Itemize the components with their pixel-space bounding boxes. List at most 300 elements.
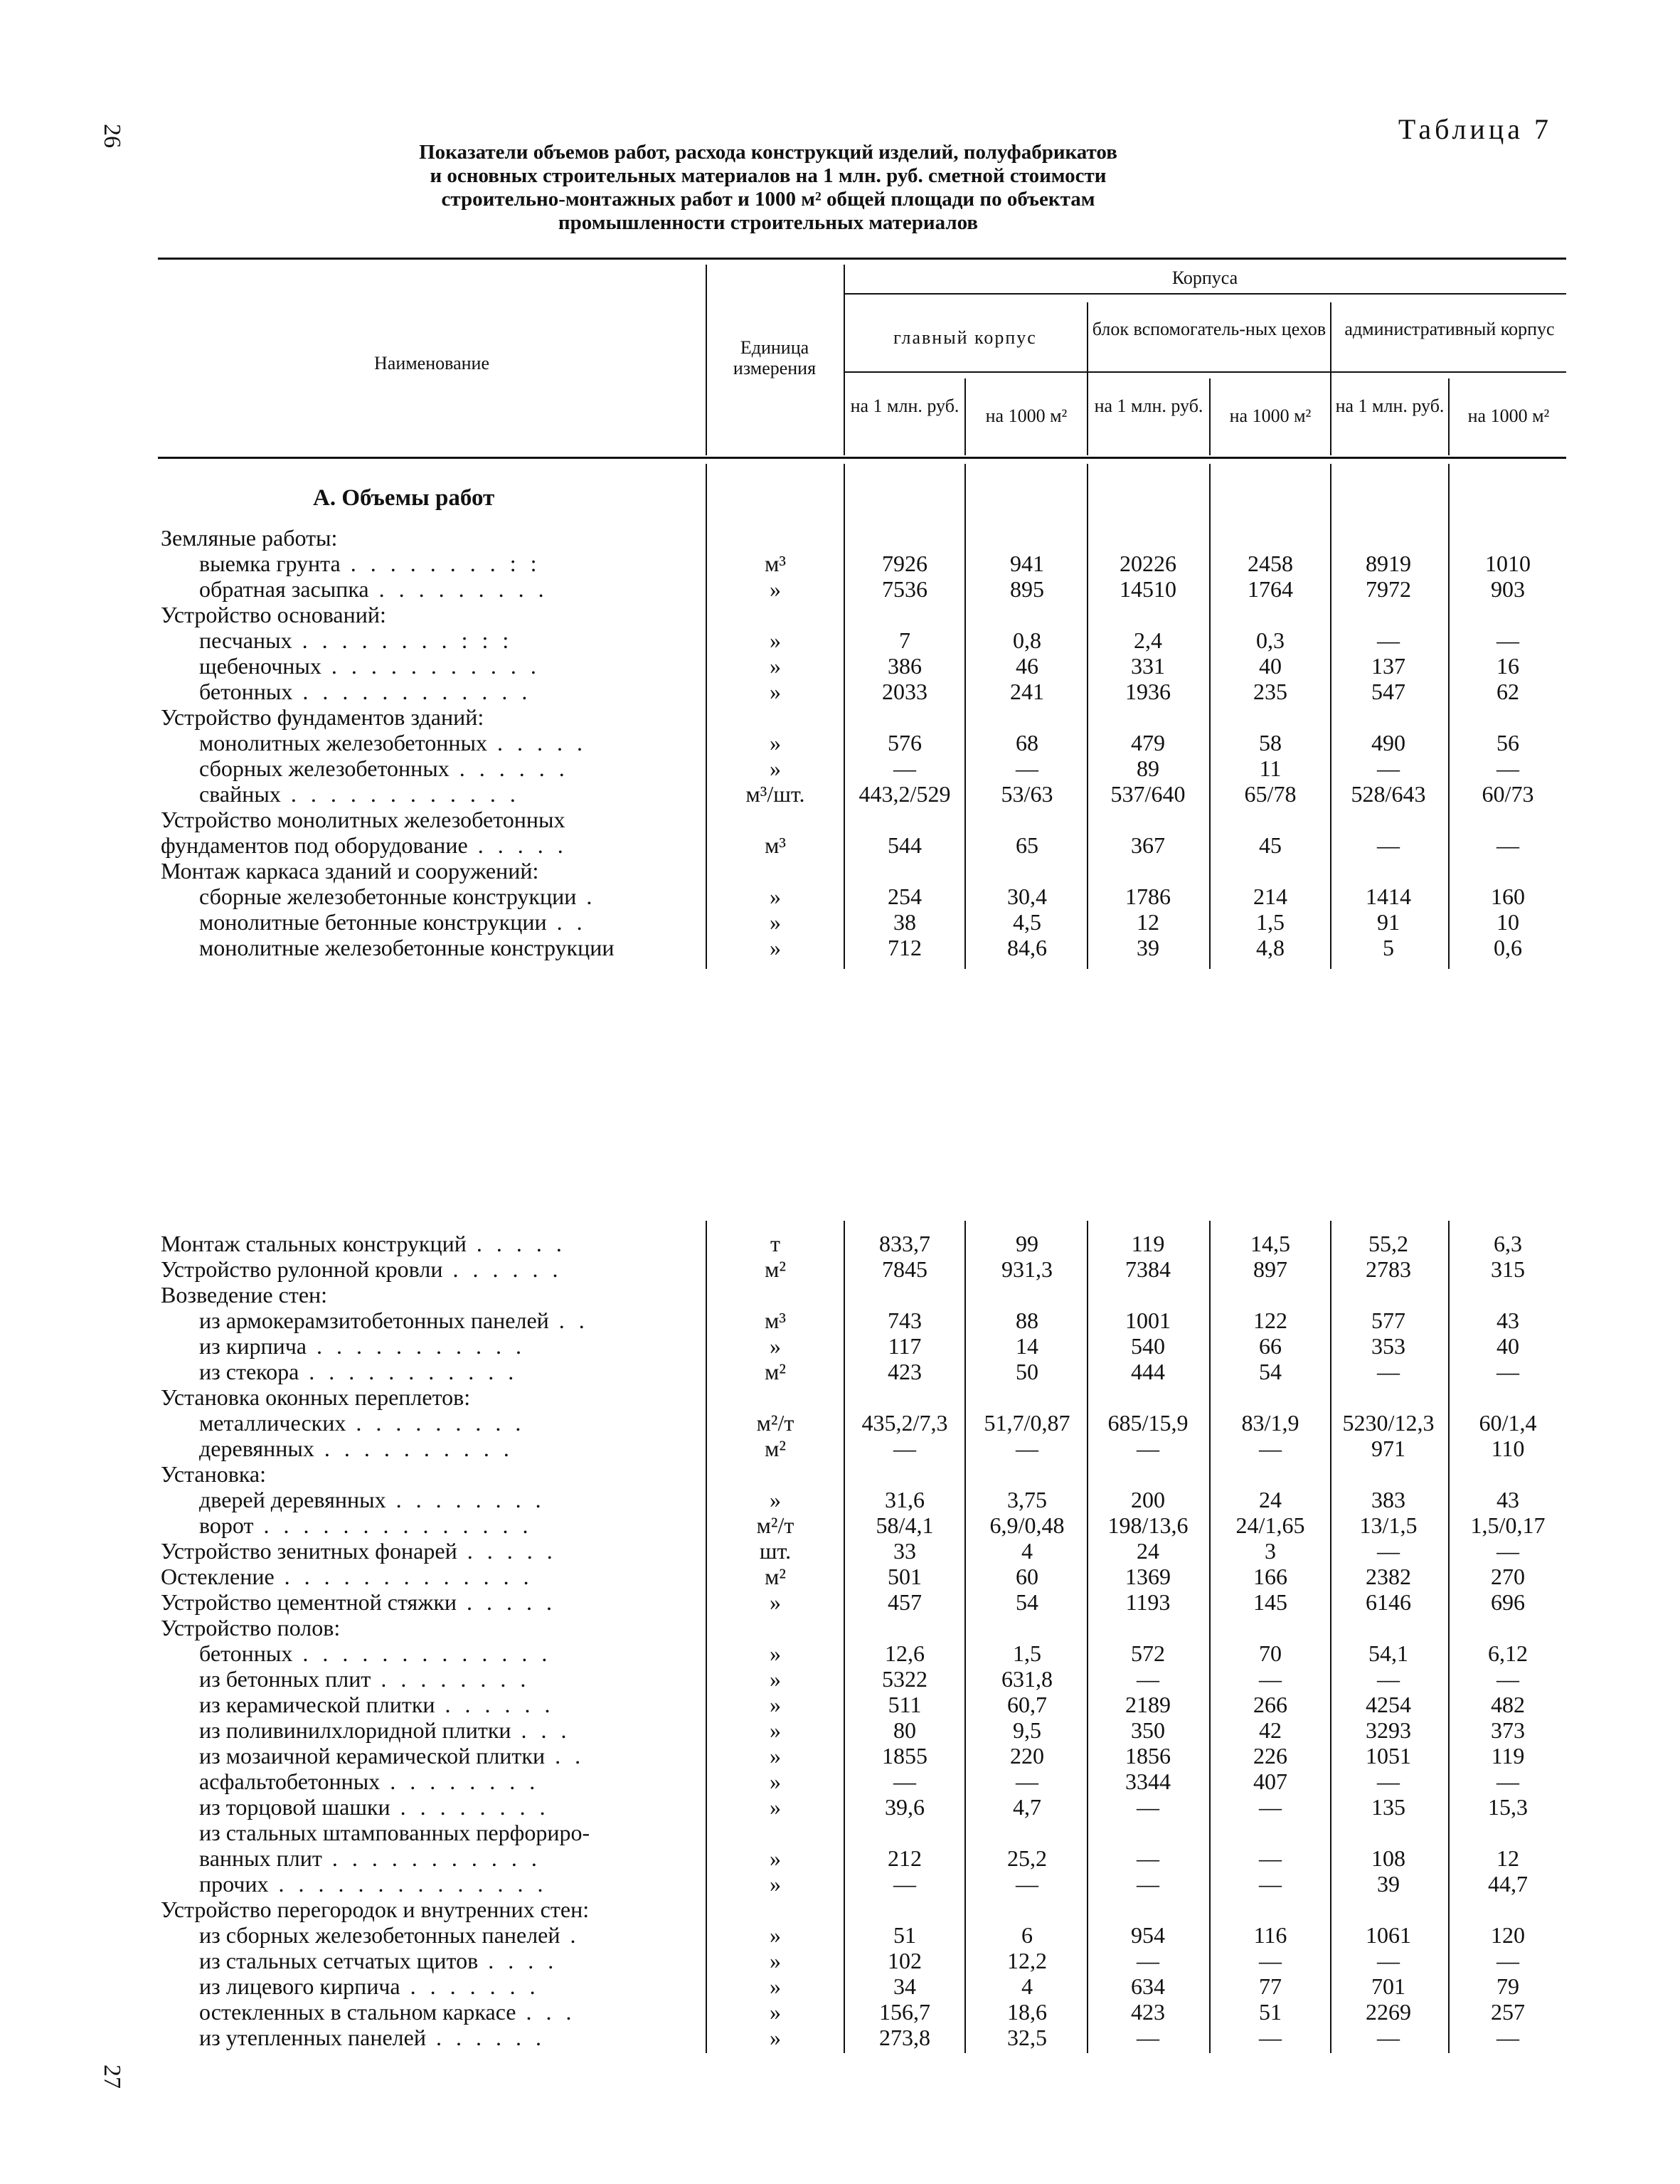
- row-value: 6: [1021, 1922, 1033, 1948]
- row-value: 4,5: [1013, 909, 1041, 935]
- row-value: 577: [1371, 1308, 1405, 1333]
- section-heading: А. Объемы работ: [313, 485, 495, 511]
- row-value: —: [1137, 1845, 1159, 1871]
- row-unit: »: [770, 1743, 781, 1769]
- row-value: —: [893, 1436, 916, 1461]
- row-label: из кирпича: [199, 1333, 307, 1359]
- row-value: —: [893, 1871, 916, 1897]
- row-value: 3293: [1366, 1717, 1411, 1743]
- row-value: 4: [1021, 1538, 1033, 1564]
- row-value: 444: [1131, 1359, 1165, 1384]
- header-korpusa: Корпуса: [1171, 267, 1238, 288]
- header-vline: [1330, 302, 1331, 455]
- row-value: 1051: [1366, 1743, 1411, 1769]
- row-value: 43: [1496, 1308, 1519, 1333]
- row-value: —: [1377, 1359, 1400, 1384]
- row-value: 1764: [1248, 576, 1293, 602]
- row-name: [161, 807, 697, 833]
- row-label: Устройство перегородок и внутренних стен:: [161, 1897, 590, 1922]
- leader-dots: . . . . . .: [435, 1692, 555, 1717]
- row-value: 435,2/7,3: [861, 1410, 948, 1436]
- row-value: 50: [1016, 1359, 1038, 1384]
- row-value: 971: [1371, 1436, 1405, 1461]
- row-name: [199, 653, 697, 679]
- row-value: 2382: [1366, 1564, 1411, 1589]
- row-value: 4254: [1366, 1692, 1411, 1717]
- row-unit: »: [770, 1640, 781, 1666]
- leader-dots: .: [576, 884, 597, 909]
- header-bottom-rule: [158, 457, 1566, 459]
- row-value: 44,7: [1488, 1871, 1528, 1897]
- row-value: 14: [1016, 1333, 1038, 1359]
- row-value: 833,7: [879, 1231, 930, 1256]
- row-value: 15,3: [1488, 1794, 1528, 1820]
- row-label: деревянных: [199, 1436, 314, 1461]
- row-unit: м³/шт.: [745, 781, 805, 807]
- row-name: [199, 1743, 697, 1769]
- row-value: 2783: [1366, 1256, 1411, 1282]
- row-label: Установка оконных переплетов:: [161, 1384, 471, 1410]
- row-unit: м²/т: [756, 1410, 794, 1436]
- row-label: Устройство полов:: [161, 1615, 341, 1640]
- row-value: 16: [1496, 653, 1519, 679]
- leader-dots: . . . . . . . .: [371, 1666, 531, 1692]
- row-value: 257: [1491, 1999, 1525, 2025]
- row-value: 160: [1491, 884, 1525, 909]
- row-label: песчаных: [199, 627, 292, 653]
- row-label: щебеночных: [199, 653, 321, 679]
- row-value: 51: [893, 1922, 916, 1948]
- row-value: 0,3: [1256, 627, 1285, 653]
- row-name: [161, 1256, 697, 1283]
- row-value: 954: [1131, 1922, 1165, 1948]
- row-value: 166: [1253, 1564, 1287, 1589]
- header-admin: административный корпус: [1344, 319, 1555, 339]
- row-value: 712: [888, 935, 922, 960]
- row-unit: »: [770, 2025, 781, 2050]
- row-value: 51,7/0,87: [984, 1410, 1070, 1436]
- row-value: 457: [888, 1589, 922, 1615]
- row-label: остекленных в стальном каркасе: [199, 1999, 516, 2025]
- column-line: [844, 464, 845, 969]
- row-name: [161, 832, 697, 859]
- row-value: 83/1,9: [1241, 1410, 1299, 1436]
- header-per-1000: на 1000 м²: [1467, 405, 1550, 426]
- row-label: Монтаж стальных конструкций: [161, 1231, 467, 1256]
- row-label: Устройство оснований:: [161, 602, 386, 627]
- row-name: [199, 2025, 697, 2051]
- row-value: 696: [1491, 1589, 1525, 1615]
- row-value: 40: [1259, 653, 1282, 679]
- row-value: 84,6: [1007, 935, 1047, 960]
- row-value: 135: [1371, 1794, 1405, 1820]
- row-name: [199, 1512, 697, 1539]
- row-value: 220: [1010, 1743, 1044, 1769]
- row-label: Установка:: [161, 1461, 266, 1487]
- row-value: 6146: [1366, 1589, 1411, 1615]
- row-value: 270: [1491, 1564, 1525, 1589]
- subheader-rule: [844, 371, 1566, 373]
- row-value: 14510: [1120, 576, 1176, 602]
- row-value: 46: [1016, 653, 1038, 679]
- row-value: 903: [1491, 576, 1525, 602]
- row-value: 383: [1371, 1487, 1405, 1512]
- row-value: 7384: [1125, 1256, 1171, 1282]
- row-name: [199, 1922, 697, 1949]
- row-name: [199, 1487, 697, 1513]
- row-value: 537/640: [1110, 781, 1186, 807]
- row-unit: м²: [765, 1564, 786, 1589]
- row-name: [199, 551, 697, 577]
- row-unit: »: [770, 935, 781, 960]
- row-name: [199, 1640, 697, 1667]
- column-line: [964, 464, 966, 969]
- row-value: 0,6: [1494, 935, 1522, 960]
- row-unit: »: [770, 756, 781, 781]
- row-value: 373: [1491, 1717, 1525, 1743]
- row-label: Монтаж каркаса зданий и сооружений:: [161, 858, 539, 884]
- header-per-1000: на 1000 м²: [1229, 405, 1312, 426]
- leader-dots: . . . . .: [457, 1589, 556, 1615]
- row-value: 7926: [882, 551, 927, 576]
- column-line: [1330, 1221, 1331, 2053]
- row-value: 60: [1016, 1564, 1038, 1589]
- column-line: [844, 1221, 845, 2053]
- leader-dots: . . . . .: [457, 1538, 557, 1564]
- row-label: обратная засыпка: [199, 576, 369, 602]
- row-value: 4,7: [1013, 1794, 1041, 1820]
- row-value: 110: [1491, 1436, 1525, 1461]
- row-value: —: [1496, 1948, 1519, 1973]
- row-name: [199, 1820, 697, 1846]
- row-unit: »: [770, 1973, 781, 1999]
- leader-dots: . . . . . . . . . . . . . .: [253, 1512, 533, 1538]
- row-value: 33: [893, 1538, 916, 1564]
- row-value: 2269: [1366, 1999, 1411, 2025]
- row-value: —: [1496, 756, 1519, 781]
- leader-dots: . .: [548, 1308, 589, 1333]
- row-value: 544: [888, 832, 922, 858]
- row-value: 53/63: [1001, 781, 1053, 807]
- row-value: —: [893, 1769, 916, 1794]
- leader-dots: . .: [546, 909, 587, 935]
- row-value: 1414: [1366, 884, 1411, 909]
- row-value: 65: [1016, 832, 1038, 858]
- row-name: [199, 576, 697, 603]
- row-label: из армокерамзитобетонных панелей: [199, 1308, 549, 1333]
- row-value: 212: [888, 1845, 922, 1871]
- row-name: [199, 627, 697, 654]
- column-line: [706, 464, 707, 969]
- leader-dots: . . . . .: [467, 832, 568, 858]
- leader-dots: . . . . .: [466, 1231, 566, 1256]
- row-label: из утепленных панелей: [199, 2025, 426, 2050]
- row-value: 254: [888, 884, 922, 909]
- row-label: из стальных сетчатых щитов: [199, 1948, 479, 1973]
- row-value: 77: [1259, 1973, 1282, 1999]
- row-value: 1,5/0,17: [1470, 1512, 1546, 1538]
- row-value: 547: [1371, 679, 1405, 704]
- row-value: 24/1,65: [1235, 1512, 1305, 1538]
- row-value: 68: [1016, 730, 1038, 756]
- table-title: [270, 141, 1266, 235]
- row-unit: »: [770, 1692, 781, 1717]
- row-value: 1786: [1125, 884, 1171, 909]
- row-value: 423: [1131, 1999, 1165, 2025]
- row-value: 91: [1377, 909, 1400, 935]
- row-value: 137: [1371, 653, 1405, 679]
- title-line: промышленности строительных материалов: [558, 211, 979, 234]
- header-vline: [964, 378, 966, 455]
- row-value: —: [1377, 627, 1400, 653]
- row-value: 39: [1137, 935, 1159, 960]
- leader-dots: . . . . . .: [449, 756, 569, 781]
- row-unit: »: [770, 884, 781, 909]
- row-value: 5: [1383, 935, 1394, 960]
- row-value: 0,8: [1013, 627, 1041, 653]
- header-per-1000: на 1000 м²: [985, 405, 1068, 426]
- row-value: —: [893, 756, 916, 781]
- row-value: 443,2/529: [858, 781, 951, 807]
- row-value: —: [1137, 1794, 1159, 1820]
- row-unit: м²: [765, 1256, 786, 1282]
- table-label: Таблица 7: [1398, 113, 1552, 145]
- row-value: 5322: [882, 1666, 927, 1692]
- row-label: из стекора: [199, 1359, 299, 1384]
- row-name: [199, 1666, 697, 1692]
- row-label: Земляные работы:: [161, 525, 338, 551]
- row-unit: »: [770, 909, 781, 935]
- row-value: 120: [1491, 1922, 1525, 1948]
- row-value: 482: [1491, 1692, 1525, 1717]
- row-value: 931,3: [1001, 1256, 1053, 1282]
- row-label: металлических: [199, 1410, 346, 1436]
- row-value: 25,2: [1007, 1845, 1047, 1871]
- row-value: —: [1259, 1845, 1282, 1871]
- row-value: 39: [1377, 1871, 1400, 1897]
- leader-dots: . . . . . . . . .: [346, 1410, 526, 1436]
- row-unit: »: [770, 1871, 781, 1897]
- row-value: 102: [888, 1948, 922, 1973]
- header-top-rule: [158, 258, 1566, 260]
- row-name: [161, 1564, 697, 1590]
- row-unit: м³: [765, 1308, 786, 1333]
- leader-dots: . . . . . . . . .: [368, 576, 548, 602]
- row-value: 634: [1131, 1973, 1165, 1999]
- row-name: [161, 1461, 697, 1488]
- row-value: 226: [1253, 1743, 1287, 1769]
- row-name: [161, 1589, 697, 1616]
- row-value: 235: [1253, 679, 1287, 704]
- row-value: 18,6: [1007, 1999, 1047, 2025]
- row-unit: м²: [765, 1436, 786, 1461]
- row-value: 12,2: [1007, 1948, 1047, 1973]
- row-value: —: [1137, 1871, 1159, 1897]
- row-value: 58/4,1: [876, 1512, 934, 1538]
- row-name: [199, 1973, 697, 2000]
- row-label: из поливинилхлоридной плитки: [199, 1717, 511, 1743]
- column-line: [1209, 1221, 1211, 2053]
- row-value: 2,4: [1134, 627, 1162, 653]
- row-unit: »: [770, 1487, 781, 1512]
- row-value: 24: [1259, 1487, 1282, 1512]
- header-vline: [1087, 302, 1088, 455]
- row-value: 42: [1259, 1717, 1282, 1743]
- leader-dots: . . . . . . . .: [380, 1769, 540, 1794]
- row-value: 6,12: [1488, 1640, 1528, 1666]
- row-name: [199, 1692, 697, 1718]
- row-value: 108: [1371, 1845, 1405, 1871]
- row-value: 12: [1496, 1845, 1519, 1871]
- row-name: [199, 1333, 697, 1359]
- row-value: 214: [1253, 884, 1287, 909]
- row-value: 895: [1010, 576, 1044, 602]
- header-name: Наименование: [374, 353, 489, 373]
- row-unit: »: [770, 679, 781, 704]
- row-value: —: [1016, 756, 1038, 781]
- row-value: 5230/12,3: [1342, 1410, 1435, 1436]
- row-value: 685/15,9: [1107, 1410, 1189, 1436]
- row-value: 353: [1371, 1333, 1405, 1359]
- row-name: [161, 1897, 697, 1923]
- column-line: [1330, 464, 1331, 969]
- row-label: Устройство рулонной кровли: [161, 1256, 443, 1282]
- row-value: 66: [1259, 1333, 1282, 1359]
- row-name: [199, 781, 697, 807]
- row-value: 198/13,6: [1107, 1512, 1189, 1538]
- row-name: [199, 909, 697, 935]
- row-value: 145: [1253, 1589, 1287, 1615]
- row-value: 38: [893, 909, 916, 935]
- leader-dots: . . . . . . . . . .: [314, 1436, 514, 1461]
- row-name: [161, 858, 697, 884]
- row-unit: »: [770, 1666, 781, 1692]
- row-value: 7536: [882, 576, 927, 602]
- row-unit: »: [770, 1589, 781, 1615]
- row-value: 55,2: [1368, 1231, 1408, 1256]
- row-value: 99: [1016, 1231, 1038, 1256]
- column-line: [1209, 464, 1211, 969]
- row-value: —: [1377, 1948, 1400, 1973]
- row-value: 479: [1131, 730, 1165, 756]
- leader-dots: . . . . . . . . . . . . .: [274, 1564, 533, 1589]
- row-value: 119: [1131, 1231, 1165, 1256]
- row-value: 3: [1265, 1538, 1276, 1564]
- leader-dots: . . . . . . . . . . . .: [292, 679, 532, 704]
- row-value: 1010: [1485, 551, 1531, 576]
- row-value: —: [1137, 1666, 1159, 1692]
- row-value: 1,5: [1013, 1640, 1041, 1666]
- row-value: 7: [899, 627, 910, 653]
- row-name: [199, 1794, 697, 1820]
- row-value: 7845: [882, 1256, 927, 1282]
- row-unit: »: [770, 1717, 781, 1743]
- header-per-mln: на 1 млн. руб.: [1335, 396, 1445, 416]
- leader-dots: . . . . . . . . . . .: [321, 1845, 541, 1871]
- row-name: [199, 935, 697, 961]
- row-name: [199, 1871, 697, 1897]
- row-name: [199, 756, 697, 782]
- row-label: свайных: [199, 781, 281, 807]
- row-label: асфальтобетонных: [199, 1769, 381, 1794]
- column-line: [1087, 1221, 1088, 2053]
- row-value: 88: [1016, 1308, 1038, 1333]
- row-value: 2458: [1248, 551, 1293, 576]
- row-value: 1856: [1125, 1743, 1171, 1769]
- row-value: 11: [1259, 756, 1282, 781]
- row-unit: »: [770, 576, 781, 602]
- row-label: из торцовой шашки: [199, 1794, 390, 1820]
- row-value: 122: [1253, 1308, 1287, 1333]
- row-value: 7972: [1366, 576, 1411, 602]
- row-value: 241: [1010, 679, 1044, 704]
- row-value: —: [1377, 1538, 1400, 1564]
- row-label: из мозаичной керамической плитки: [199, 1743, 546, 1769]
- row-value: 45: [1259, 832, 1282, 858]
- row-value: 315: [1491, 1256, 1525, 1282]
- leader-dots: . . . . .: [487, 730, 587, 756]
- row-label: Остекление: [161, 1564, 275, 1589]
- row-value: 528/643: [1351, 781, 1426, 807]
- header-per-mln: на 1 млн. руб.: [850, 396, 959, 416]
- row-unit: м²/т: [756, 1512, 794, 1538]
- row-value: 490: [1371, 730, 1405, 756]
- row-value: 6,3: [1494, 1231, 1522, 1256]
- row-label: Устройство монолитных железобетонных: [161, 807, 565, 832]
- title-line: Показатели объемов работ, расхода конструкций изделий, полуфабрикатов: [419, 141, 1117, 164]
- row-label: Устройство фундаментов зданий:: [161, 704, 484, 730]
- leader-dots: . . . . . . . . . . . .: [280, 781, 520, 807]
- row-value: 423: [888, 1359, 922, 1384]
- row-value: —: [1016, 1769, 1038, 1794]
- row-value: 1855: [882, 1743, 927, 1769]
- row-name: [161, 602, 697, 628]
- row-label: монолитные бетонные конструкции: [199, 909, 547, 935]
- row-name: [199, 1845, 697, 1872]
- row-value: —: [1377, 1769, 1400, 1794]
- row-name: [199, 679, 697, 705]
- row-value: 31,6: [885, 1487, 925, 1512]
- row-unit: »: [770, 1845, 781, 1871]
- header-vline: [1209, 378, 1211, 455]
- row-label: монолитных железобетонных: [199, 730, 487, 756]
- leader-dots: . . .: [516, 1999, 576, 2025]
- row-name: [161, 1615, 697, 1641]
- row-value: 266: [1253, 1692, 1287, 1717]
- row-name: [199, 884, 697, 910]
- row-value: —: [1137, 1436, 1159, 1461]
- row-value: 60,7: [1007, 1692, 1047, 1717]
- leader-dots: . . . . . . . .: [386, 1487, 546, 1512]
- row-value: —: [1377, 756, 1400, 781]
- row-value: —: [1137, 1948, 1159, 1973]
- page-number-bottom: 27: [99, 2064, 125, 2089]
- row-value: —: [1496, 1769, 1519, 1794]
- row-value: 20226: [1120, 551, 1176, 576]
- row-label: ворот: [199, 1512, 254, 1538]
- row-value: 2189: [1125, 1692, 1171, 1717]
- row-value: 540: [1131, 1333, 1165, 1359]
- row-name: [199, 1308, 697, 1334]
- leader-dots: . . . . . . . .: [390, 1794, 550, 1820]
- row-name: [199, 1999, 697, 2025]
- leader-dots: . . . . . . .: [400, 1973, 540, 1999]
- row-value: 350: [1131, 1717, 1165, 1743]
- leader-dots: . . . . . .: [442, 1256, 563, 1282]
- row-label: ванных плит: [199, 1845, 322, 1871]
- row-unit: т: [770, 1231, 780, 1256]
- row-value: —: [1377, 1666, 1400, 1692]
